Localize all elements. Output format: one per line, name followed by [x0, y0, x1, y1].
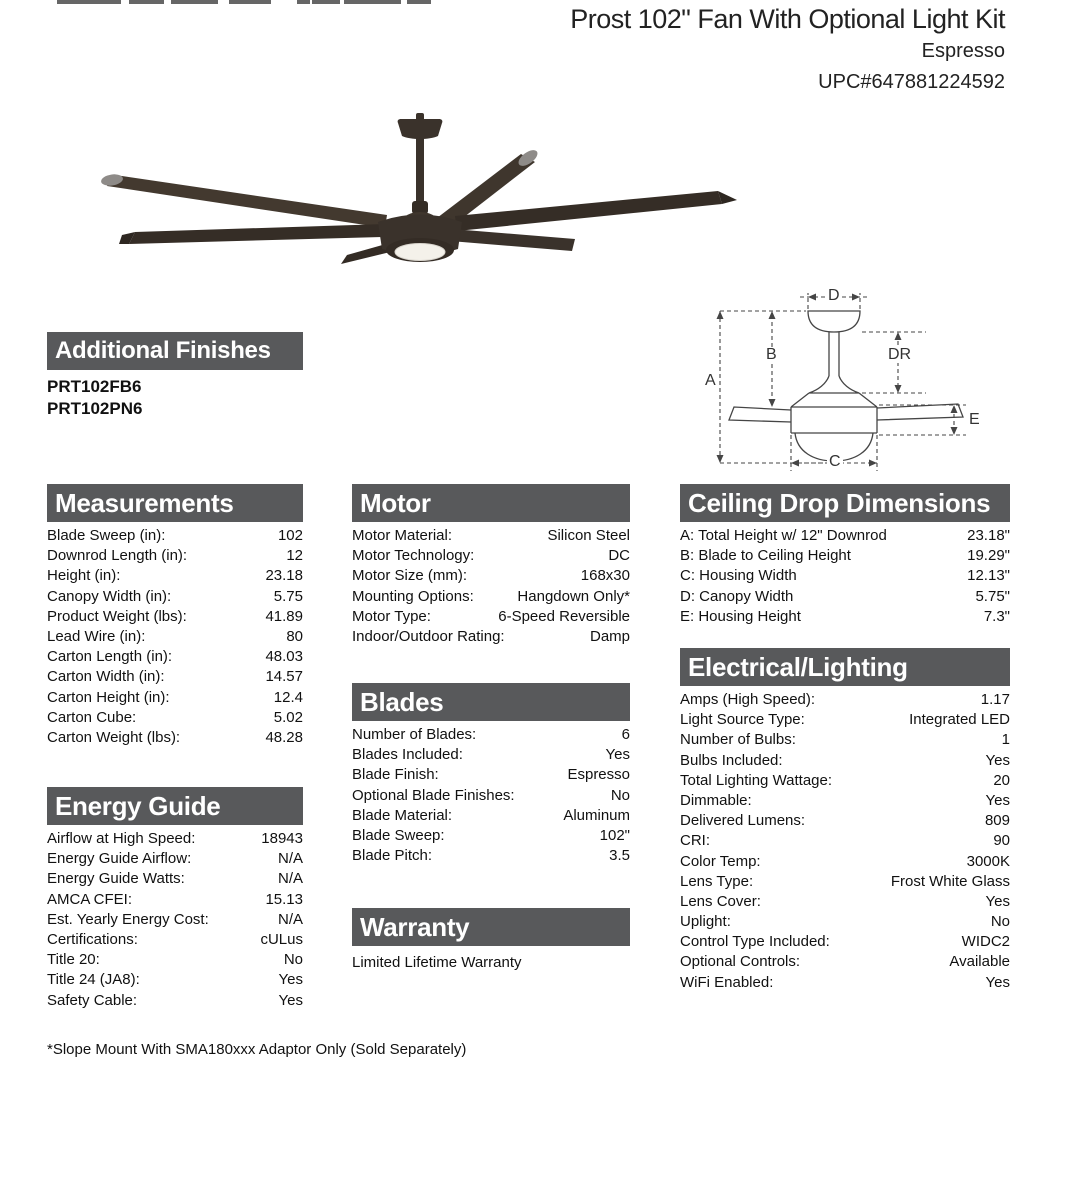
- spec-label: Product Weight (lbs):: [47, 607, 187, 625]
- section-energy-guide: [47, 787, 303, 1012]
- spec-value: 7.3": [983, 607, 1010, 625]
- table-row: [680, 567, 1010, 587]
- spec-label: Title 20:: [47, 951, 100, 969]
- table-row: [680, 812, 1010, 832]
- spec-value: N/A: [277, 870, 303, 888]
- spec-value: 5.02: [273, 708, 303, 726]
- table-row: [47, 648, 303, 668]
- spec-label: Blade Finish:: [352, 766, 439, 784]
- spec-label: Lens Type:: [680, 872, 754, 890]
- table-row: [352, 527, 630, 547]
- table-row: [680, 711, 1010, 731]
- fan-illustration: [85, 105, 745, 295]
- spec-label: Amps (High Speed):: [680, 691, 816, 708]
- section-additional-finishes: [47, 332, 303, 420]
- spec-value: 90: [993, 832, 1010, 850]
- spec-label: Light Source Type:: [680, 711, 805, 729]
- spec-label: Dimmable:: [680, 791, 752, 809]
- spec-value: Silicon Steel: [547, 527, 630, 544]
- spec-value: 23.18: [265, 567, 303, 585]
- spec-value: 809: [984, 812, 1010, 830]
- spec-value: N/A: [277, 910, 303, 928]
- spec-label: Est. Yearly Energy Cost:: [47, 910, 209, 928]
- table-row: [680, 893, 1010, 913]
- spec-value: No: [610, 786, 630, 804]
- spec-label: Blade Sweep:: [352, 826, 445, 844]
- table-row: [680, 974, 1010, 994]
- spec-value: 168x30: [580, 567, 630, 585]
- table-row: [680, 752, 1010, 772]
- table-row: [680, 772, 1010, 792]
- footnote: *Slope Mount With SMA180xxx Adaptor Only (Sold Separately): [47, 1041, 467, 1058]
- spec-value: Yes: [985, 892, 1010, 910]
- spec-value: Yes: [985, 973, 1010, 991]
- spec-value: No: [283, 951, 303, 969]
- table-row: [352, 726, 630, 746]
- spec-value: 20: [993, 771, 1010, 789]
- spec-value: 6: [621, 726, 630, 743]
- section-heading-additional-finishes: Additional Finishes: [47, 332, 303, 370]
- spec-value: 102": [599, 826, 630, 844]
- table-row: [47, 547, 303, 567]
- table-row: [47, 608, 303, 628]
- spec-label: Indoor/Outdoor Rating:: [352, 627, 505, 645]
- spec-value: Hangdown Only*: [517, 587, 630, 605]
- spec-label: Airflow at High Speed:: [47, 830, 196, 847]
- section-heading-energy-guide: Energy Guide: [47, 787, 303, 825]
- spec-value: DC: [608, 547, 630, 565]
- spec-label: Title 24 (JA8):: [47, 971, 140, 989]
- table-row: [47, 870, 303, 890]
- table-row: [47, 931, 303, 951]
- dim-label-dr: DR: [888, 346, 912, 363]
- spec-label: Number of Blades:: [352, 726, 477, 743]
- spec-label: Motor Type:: [352, 607, 431, 625]
- title-block: [570, 3, 1005, 94]
- spec-label: Motor Technology:: [352, 547, 475, 565]
- spec-label: B: Blade to Ceiling Height: [680, 547, 851, 565]
- spec-label: Mounting Options:: [352, 587, 474, 605]
- electrical-table: [680, 691, 1010, 994]
- spec-value: 15.13: [265, 890, 303, 908]
- page-title: Prost 102" Fan With Optional Light Kit: [570, 4, 1005, 34]
- section-motor: [352, 484, 630, 648]
- spec-value: Yes: [985, 751, 1010, 769]
- table-row: [47, 850, 303, 870]
- table-row: [47, 709, 303, 729]
- spec-value: Damp: [589, 627, 630, 645]
- spec-value: 12.4: [273, 688, 303, 706]
- upc-code: UPC#647881224592: [818, 71, 1005, 93]
- spec-label: Color Temp:: [680, 852, 761, 870]
- spec-label: Lead Wire (in):: [47, 627, 146, 645]
- section-ceiling-drop-dimensions: [680, 484, 1010, 628]
- spec-value: 12.13": [967, 567, 1010, 585]
- spec-value: 80: [286, 627, 303, 645]
- spec-label: Bulbs Included:: [680, 751, 783, 769]
- table-row: [352, 567, 630, 587]
- section-electrical-lighting: [680, 648, 1010, 994]
- spec-value: Yes: [278, 971, 303, 989]
- table-row: [47, 567, 303, 587]
- spec-value: 48.28: [265, 728, 303, 746]
- spec-label: Lens Cover:: [680, 892, 761, 910]
- section-heading-ceiling-drop: Ceiling Drop Dimensions: [680, 484, 1010, 522]
- dim-label-e: E: [969, 411, 980, 428]
- spec-value: WIDC2: [961, 933, 1010, 951]
- warranty-text: Limited Lifetime Warranty: [352, 954, 522, 971]
- section-blades: [352, 683, 630, 867]
- table-row: [47, 951, 303, 971]
- spec-value: 14.57: [265, 668, 303, 686]
- table-row: [352, 547, 630, 567]
- table-row: [352, 847, 630, 867]
- spec-label: Height (in):: [47, 567, 121, 585]
- section-heading-warranty: Warranty: [352, 908, 630, 946]
- spec-label: Downrod Length (in):: [47, 547, 188, 565]
- table-row: [680, 527, 1010, 547]
- spec-value: 41.89: [265, 607, 303, 625]
- table-row: [680, 913, 1010, 933]
- dim-label-d: D: [828, 287, 840, 304]
- table-row: [680, 547, 1010, 567]
- spec-label: Energy Guide Watts:: [47, 870, 185, 888]
- section-measurements: [47, 484, 303, 749]
- table-row: [47, 992, 303, 1012]
- spec-value: 18943: [261, 830, 303, 847]
- table-row: [352, 608, 630, 628]
- spec-label: A: Total Height w/ 12" Downrod: [680, 527, 887, 544]
- table-row: [352, 766, 630, 786]
- section-heading-motor: Motor: [352, 484, 630, 522]
- spec-label: Control Type Included:: [680, 933, 830, 951]
- dim-label-c: C: [829, 453, 841, 470]
- spec-label: Blades Included:: [352, 746, 463, 764]
- table-row: [680, 953, 1010, 973]
- table-row: [680, 933, 1010, 953]
- table-row: [680, 792, 1010, 812]
- blades-table: [352, 726, 630, 867]
- spec-value: 48.03: [265, 648, 303, 666]
- motor-table: [352, 527, 630, 648]
- section-heading-measurements: Measurements: [47, 484, 303, 522]
- table-row: [47, 628, 303, 648]
- table-row: [680, 873, 1010, 893]
- spec-label: Optional Blade Finishes:: [352, 786, 515, 804]
- spec-label: Blade Pitch:: [352, 847, 433, 865]
- table-row: [47, 911, 303, 931]
- spec-label: Carton Cube:: [47, 708, 137, 726]
- spec-label: AMCA CFEI:: [47, 890, 133, 908]
- finish-name: Espresso: [921, 40, 1005, 62]
- table-row: [680, 588, 1010, 608]
- spec-label: E: Housing Height: [680, 607, 801, 625]
- spec-value: Aluminum: [563, 806, 630, 824]
- section-heading-blades: Blades: [352, 683, 630, 721]
- section-warranty: [352, 908, 630, 971]
- table-row: [680, 691, 1010, 711]
- spec-value: Yes: [985, 791, 1010, 809]
- spec-value: Available: [949, 953, 1010, 971]
- table-row: [680, 853, 1010, 873]
- spec-value: Integrated LED: [909, 711, 1010, 729]
- table-row: [47, 971, 303, 991]
- spec-value: 102: [277, 527, 303, 544]
- table-row: [47, 527, 303, 547]
- spec-label: Delivered Lumens:: [680, 812, 806, 830]
- spec-value: No: [990, 913, 1010, 931]
- spec-value: 23.18": [967, 527, 1010, 544]
- spec-label: Total Lighting Wattage:: [680, 771, 833, 789]
- table-row: [680, 832, 1010, 852]
- spec-label: Motor Size (mm):: [352, 567, 468, 585]
- spec-value: Yes: [278, 991, 303, 1009]
- spec-label: Number of Bulbs:: [680, 731, 796, 749]
- spec-value: 5.75": [975, 587, 1010, 605]
- spec-label: Blade Sweep (in):: [47, 527, 166, 544]
- fan-canopy-downrod: [398, 113, 443, 211]
- spec-label: Uplight:: [680, 913, 731, 931]
- spec-label: WiFi Enabled:: [680, 973, 774, 991]
- spec-label: Carton Length (in):: [47, 648, 173, 666]
- ceiling-drop-table: [680, 527, 1010, 628]
- table-row: [352, 807, 630, 827]
- spec-value: 3.5: [609, 847, 630, 865]
- dimension-diagram: [698, 281, 988, 481]
- energy-guide-table: [47, 830, 303, 1012]
- table-row: [47, 830, 303, 850]
- table-row: [680, 731, 1010, 751]
- table-row: [352, 628, 630, 648]
- fan-product-image: [85, 105, 745, 295]
- table-row: [352, 787, 630, 807]
- dim-label-b: B: [766, 346, 777, 363]
- measurements-table: [47, 527, 303, 749]
- spec-value: 3000K: [966, 852, 1010, 870]
- spec-label: D: Canopy Width: [680, 587, 794, 605]
- spec-value: 6-Speed Reversible: [498, 607, 630, 625]
- spec-label: Carton Height (in):: [47, 688, 170, 706]
- finishes-list: [47, 376, 303, 420]
- dim-label-a: A: [705, 372, 716, 389]
- spec-label: Motor Material:: [352, 527, 453, 544]
- spec-label: C: Housing Width: [680, 567, 797, 585]
- spec-label: Canopy Width (in):: [47, 587, 172, 605]
- spec-label: CRI:: [680, 832, 710, 850]
- finish-sku: PRT102FB6: [47, 377, 142, 396]
- spec-value: N/A: [277, 850, 303, 868]
- spec-value: 12: [286, 547, 303, 565]
- spec-label: Safety Cable:: [47, 991, 138, 1009]
- spec-value: 5.75: [273, 587, 303, 605]
- table-row: [47, 689, 303, 709]
- spec-label: Certifications:: [47, 930, 138, 948]
- table-row: [47, 588, 303, 608]
- spec-label: Blade Material:: [352, 806, 453, 824]
- table-row: [352, 588, 630, 608]
- spec-label: Carton Width (in):: [47, 668, 165, 686]
- table-row: [47, 891, 303, 911]
- section-heading-electrical: Electrical/Lighting: [680, 648, 1010, 686]
- spec-value: cULus: [260, 930, 303, 948]
- dimension-drawing: [698, 281, 988, 481]
- table-row: [352, 746, 630, 766]
- spec-value: 19.29": [967, 547, 1010, 565]
- table-row: [680, 608, 1010, 628]
- spec-value: Frost White Glass: [890, 872, 1010, 890]
- finish-sku: PRT102PN6: [47, 399, 143, 418]
- spec-label: Carton Weight (lbs):: [47, 728, 181, 746]
- spec-value: 1: [1001, 731, 1010, 749]
- table-row: [352, 827, 630, 847]
- spec-value: Yes: [605, 746, 630, 764]
- spec-value: Espresso: [567, 766, 630, 784]
- table-row: [47, 668, 303, 688]
- spec-value: 1.17: [980, 691, 1010, 708]
- spec-label: Optional Controls:: [680, 953, 801, 971]
- spec-label: Energy Guide Airflow:: [47, 850, 192, 868]
- table-row: [47, 729, 303, 749]
